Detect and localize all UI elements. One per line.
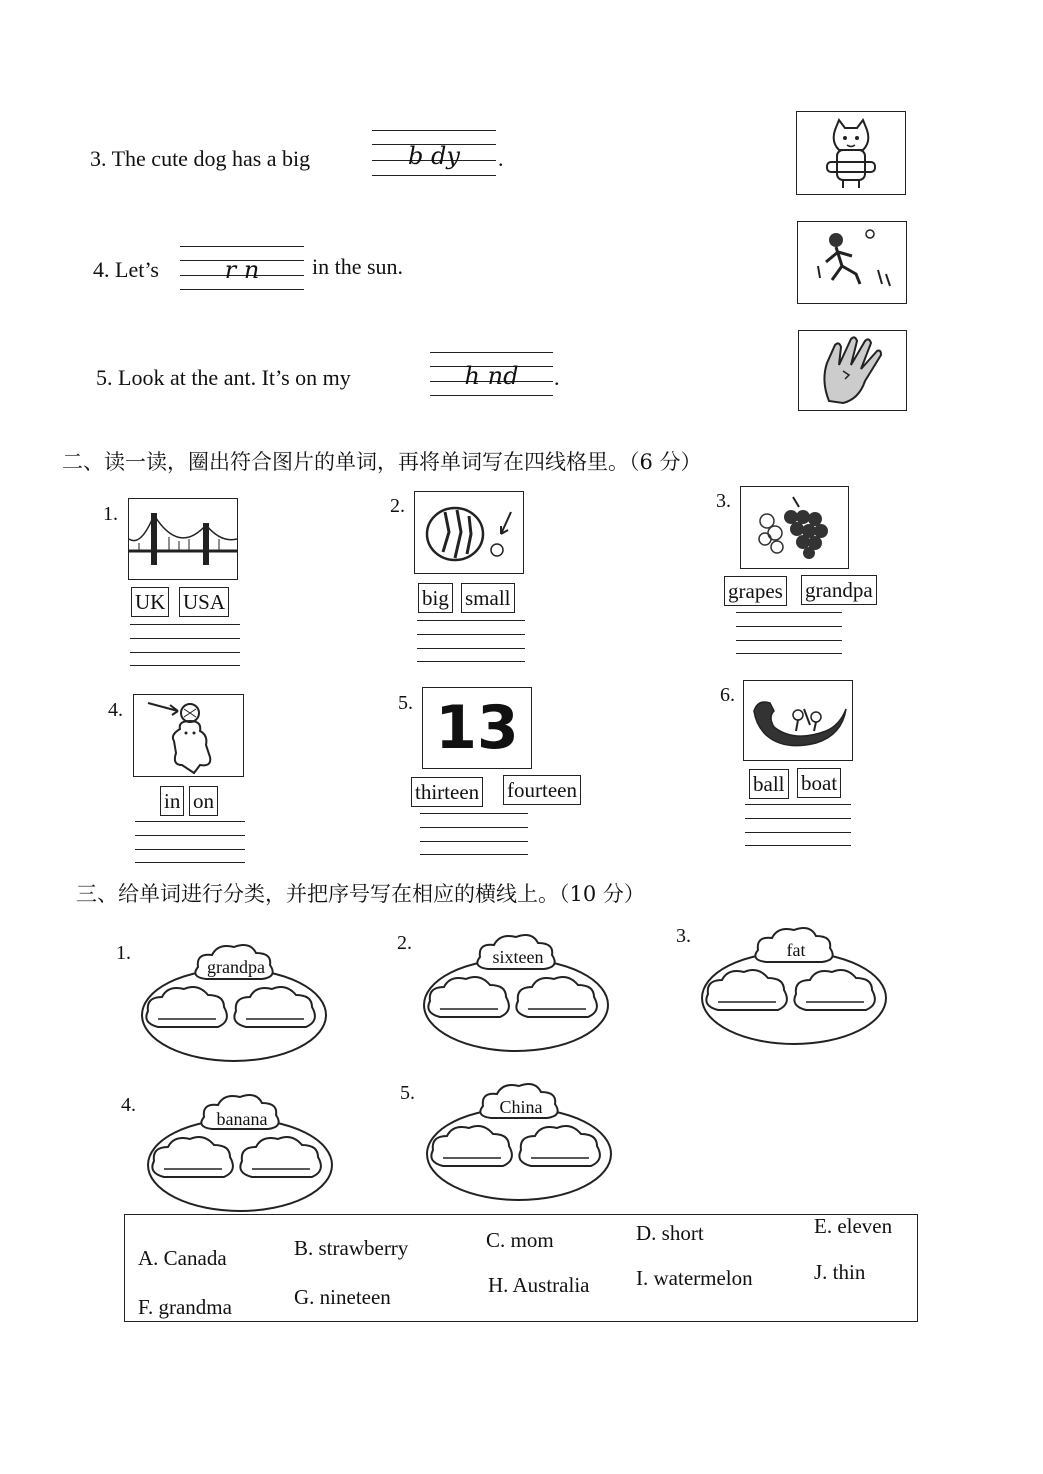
item-2-6-number: 6.: [720, 684, 735, 706]
watermelon-picture: [414, 491, 524, 574]
watermelon-icon: [415, 492, 523, 573]
option-J: J. thin: [814, 1260, 866, 1284]
sentence-3: 3. The cute dog has a big: [90, 146, 311, 171]
option-UK[interactable]: UK: [131, 587, 169, 617]
sentence-4: 4. Let’s: [93, 257, 159, 282]
plate-1: [138, 935, 330, 1065]
option-in[interactable]: in: [160, 786, 184, 816]
answer-line-5[interactable]: [430, 352, 553, 396]
answer-line-4[interactable]: [180, 246, 304, 290]
plate-5-number: 5.: [400, 1082, 415, 1104]
option-grandpa[interactable]: grandpa: [801, 575, 877, 605]
option-A: A. Canada: [138, 1246, 227, 1270]
option-F: F. grandma: [138, 1295, 232, 1319]
ball-on-head-icon: [134, 695, 243, 776]
answer-line-3[interactable]: [372, 130, 496, 176]
item-2-4-number: 4.: [108, 699, 123, 721]
running-picture: [797, 221, 907, 304]
sentence-5-end: .: [554, 365, 560, 390]
dragon-boat-icon: [744, 681, 852, 760]
running-boy-icon: [798, 222, 906, 303]
plate-5-label: China: [499, 1097, 543, 1117]
grapes-picture: [740, 486, 849, 569]
option-B: B. strawberry: [294, 1236, 409, 1260]
plate-2-label: sixteen: [492, 947, 544, 967]
option-big[interactable]: big: [418, 583, 453, 613]
plate-4-label: banana: [216, 1109, 268, 1129]
plate-2-number: 2.: [397, 932, 412, 954]
option-ball[interactable]: ball: [749, 769, 789, 799]
dragon-boat-picture: [743, 680, 853, 761]
writing-lines-2-6[interactable]: [745, 804, 851, 846]
option-small[interactable]: small: [461, 583, 515, 613]
option-USA[interactable]: USA: [179, 587, 229, 617]
option-G: G. nineteen: [294, 1285, 391, 1309]
writing-lines-2-1[interactable]: [130, 624, 240, 666]
plate-1-label: grandpa: [207, 957, 265, 977]
plate-4-number: 4.: [121, 1094, 136, 1116]
hand-icon: [799, 331, 906, 410]
plate-5: [423, 1074, 615, 1204]
sentence-4-end: in the sun.: [312, 254, 404, 279]
option-grapes[interactable]: grapes: [724, 576, 787, 606]
writing-lines-2-3[interactable]: [736, 612, 842, 654]
plate-3-number: 3.: [676, 925, 691, 947]
ball-on-head-picture: [133, 694, 244, 777]
plate-4: [144, 1085, 336, 1215]
option-thirteen[interactable]: thirteen: [411, 777, 483, 807]
option-fourteen[interactable]: fourteen: [503, 775, 581, 805]
option-D: D. short: [636, 1221, 704, 1245]
hand-picture: [798, 330, 907, 411]
plate-3: [698, 918, 890, 1048]
section-2-heading: 二、读一读，圈出符合图片的单词，再将单词写在四线格里。（6 分）: [62, 450, 702, 474]
option-C: C. mom: [486, 1228, 554, 1252]
dog-picture: [796, 111, 906, 195]
option-I: I. watermelon: [636, 1266, 753, 1290]
item-2-2-number: 2.: [390, 495, 405, 517]
plate-1-number: 1.: [116, 942, 131, 964]
writing-lines-2-2[interactable]: [417, 620, 525, 662]
option-boat[interactable]: boat: [797, 768, 841, 798]
item-2-5-number: 5.: [398, 692, 413, 714]
answer-5-text: h nd: [464, 362, 519, 390]
sentence-3-end: .: [498, 146, 504, 171]
option-H: H. Australia: [488, 1273, 590, 1297]
plate-3-label: fat: [786, 940, 806, 960]
writing-lines-2-5[interactable]: [420, 813, 528, 855]
number-picture: [422, 687, 532, 769]
bridge-icon: [129, 499, 237, 579]
plate-2: [420, 925, 612, 1055]
item-2-3-number: 3.: [716, 490, 731, 512]
number-13-text: 13: [435, 693, 519, 763]
item-2-1-number: 1.: [103, 503, 118, 525]
option-E: E. eleven: [814, 1214, 893, 1238]
section-3-heading: 三、给单词进行分类，并把序号写在相应的横线上。（10 分）: [76, 882, 645, 906]
dog-icon: [797, 112, 905, 194]
writing-lines-2-4[interactable]: [135, 821, 245, 863]
sentence-5: 5. Look at the ant. It’s on my: [96, 365, 351, 390]
answer-4-text: r n: [224, 256, 260, 284]
grapes-icon: [741, 487, 848, 568]
option-on[interactable]: on: [189, 786, 218, 816]
answer-3-text: b dy: [408, 142, 460, 170]
bridge-picture: [128, 498, 238, 580]
